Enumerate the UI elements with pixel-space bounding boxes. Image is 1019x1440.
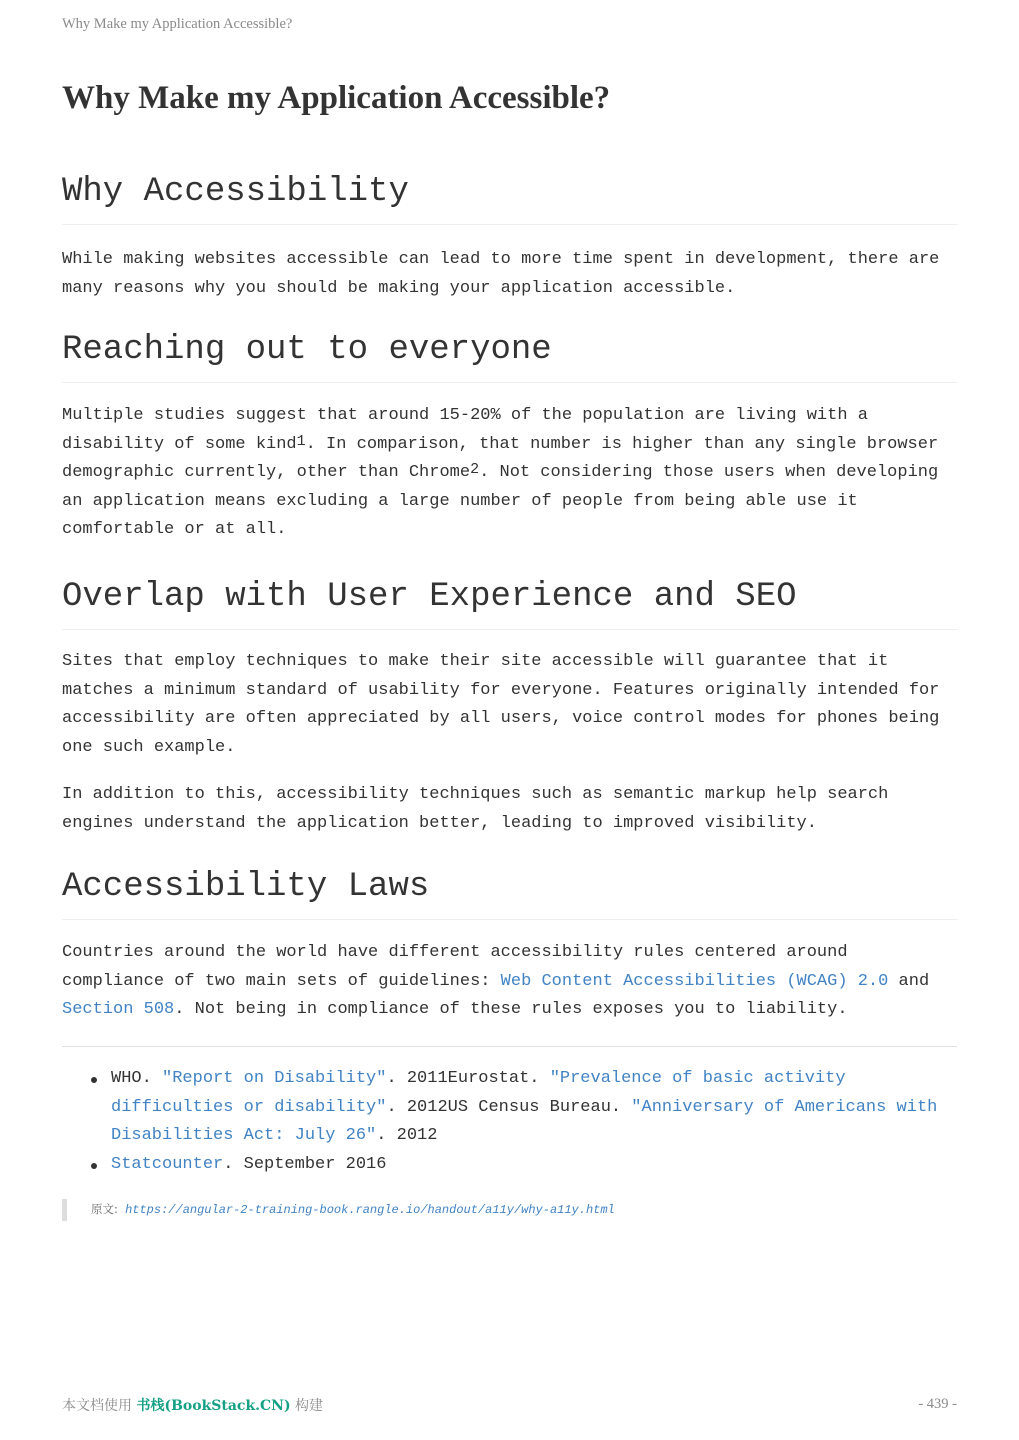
fn1-text-1: WHO. [111, 1069, 163, 1088]
footnote-item-2 [111, 1151, 957, 1180]
source-link[interactable]: https://angular-2-training-book.rangle.io/handout/a11y/why-a11y.html [125, 1203, 615, 1217]
reaching-text-1: Multiple studies suggest that around 15-20% of the population are living with a disability of some kind [62, 406, 868, 454]
paragraph-overlap-1: Sites that employ techniques to make their site accessible will guarantee that it matches a minimum standard of usability for everyone. Features originally intended for accessibility are often appreciated by all users, voice control modes for phones being one such example. [62, 652, 940, 757]
source-blockquote [62, 1199, 615, 1221]
footer-credit [62, 1395, 323, 1415]
footnote-ref-1[interactable]: 1 [296, 432, 306, 450]
page-number: - 439 - [918, 1396, 957, 1412]
running-header: Why Make my Application Accessible? [62, 16, 293, 32]
footnote-ref-2[interactable]: 2 [470, 461, 480, 478]
link-ada-anniversary[interactable]: "Anniversary of Americans with Disabilities Act: July 26" [111, 1097, 938, 1145]
footnote-item-1 [111, 1065, 957, 1151]
paragraph-reaching [62, 402, 957, 545]
footnotes-list [62, 1065, 957, 1179]
fn1-text-4: . 2012 [376, 1126, 438, 1145]
laws-text-and: and [888, 971, 930, 991]
link-prevalence-of-difficulties[interactable]: "Prevalence of basic activity difficulties or disability" [111, 1069, 846, 1117]
heading-overlap: Overlap with User Experience and SEO [62, 577, 957, 630]
fn1-text-2: . 2011Eurostat. [386, 1069, 550, 1088]
reaching-text-2: . In comparison, that number is higher than any single browser demographic currently, other than Chrome [62, 434, 939, 482]
link-wcag[interactable]: Web Content Accessibilities (WCAG) 2.0 [500, 971, 889, 991]
footer-suffix: 构建 [290, 1398, 324, 1414]
paragraph-laws [62, 939, 957, 1025]
footnotes-divider [62, 1046, 957, 1047]
laws-text-2: . Not being in compliance of these rules exposes you to liability. [174, 1000, 848, 1019]
paragraph-overlap-2: In addition to this, accessibility techniques such as semantic markup help search engines understand the application better, leading to improved visibility. [62, 785, 889, 833]
reaching-text-3: . Not considering those users when developing an application means excluding a large number of people from being able use it comfortable or at all. [62, 463, 939, 539]
heading-reaching-out: Reaching out to everyone [62, 330, 957, 383]
page-title: Why Make my Application Accessible? [62, 80, 611, 116]
footer-prefix: 本文档使用 [62, 1398, 137, 1414]
heading-why-accessibility: Why Accessibility [62, 172, 957, 225]
fn2-text-1: . September 2016 [223, 1154, 387, 1174]
fn1-text-3: . 2012US Census Bureau. [386, 1097, 632, 1117]
link-statcounter[interactable]: Statcounter [111, 1154, 224, 1174]
laws-text-1: Countries around the world have different accessibility rules centered around compliance of two main sets of guidelines: [62, 943, 848, 991]
paragraph-why: While making websites accessible can lead to more time spent in development, there are many reasons why you should be making your application accessible. [62, 250, 940, 298]
footer-brand-link[interactable]: 书栈(BookStack.CN) [136, 1398, 291, 1414]
link-report-on-disability[interactable]: "Report on Disability" [162, 1069, 387, 1088]
link-section-508[interactable]: Section 508 [62, 1000, 175, 1019]
source-label: 原文: [91, 1202, 118, 1216]
heading-laws: Accessibility Laws [62, 867, 957, 920]
